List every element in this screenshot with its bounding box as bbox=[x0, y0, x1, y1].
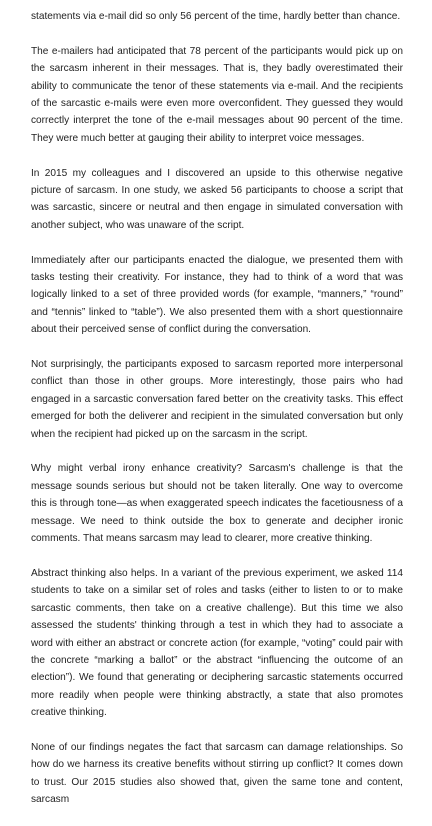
paragraph-4: Immediately after our participants enacted the dialogue, we presented them with tasks testing their creativity. For instance, they had to think of a word that was logically linked to a set of three provided words (for example, “manners,” “round” and “tennis” linked to “table”). We also presented them with a short questionnaire about their perceived sense of conflict during the conversation. bbox=[31, 254, 403, 336]
paragraph-1: statements via e-mail did so only 56 percent of the time, hardly better than chance. bbox=[31, 11, 401, 22]
paragraph-5: Not surprisingly, the participants exposed to sarcasm reported more interpersonal conflict than those in other groups. More interestingly, those pairs who had engaged in a sarcastic conversation fared better on the creativity tasks. This effect emerged for both the deliverer and recipient in the simulated conversation but only when the recipient had picked up on the sarcasm in the script. bbox=[31, 359, 403, 440]
paragraph-8: None of our findings negates the fact that sarcasm can damage relationships. So how do we harness its creative benefits without stirring up conflict? It comes down to trust. Our 2015 studies also showed that, given the same tone and content, sarcasm bbox=[31, 741, 403, 806]
paragraph-6: Why might verbal irony enhance creativity? Sarcasm's challenge is that the message sounds serious but should not be taken literally. One way to overcome this is through tone—as when exaggerated speech indicates the facetiousness of a message. We need to think outside the box to generate and decipher ironic comments. That means sarcasm may lead to clearer, more creative thinking. bbox=[31, 463, 403, 545]
paragraph-3: In 2015 my colleagues and I discovered an upside to this otherwise negative picture of sarcasm. In one study, we asked 56 participants to choose a script that was sarcastic, sincere or neutral and then engage in simulated conversation with another subject, who was unaware of the script. bbox=[31, 167, 403, 231]
article-body bbox=[31, 8, 403, 826]
paragraph-7: Abstract thinking also helps. In a variant of the previous experiment, we asked 114 students to take on a similar set of roles and tasks (either to listen to or to make sarcastic comments, then take on a creative challenge). But this time we also assessed the students' thinking through a test in which they had to associate a word with either an abstract or concrete action (for example, “voting” could pair with the concrete “marking a ballot” or the abstract “influencing the outcome of an election”). We found that generating or deciphering sarcastic statements occurred more readily when people were thinking abstractly, a state that also promotes creative thinking. bbox=[31, 567, 403, 719]
paragraph-2: The e-mailers had anticipated that 78 percent of the participants would pick up on the sarcasm inherent in their messages. That is, they badly overestimated their ability to communicate the tenor of these statements via e-mail. And the recipients of the sarcastic e-mails were even more overconfident. They guessed they would correctly interpret the tone of the e-mail messages about 90 percent of the time. They were much better at gauging their ability to interpret voice messages. bbox=[31, 45, 403, 144]
